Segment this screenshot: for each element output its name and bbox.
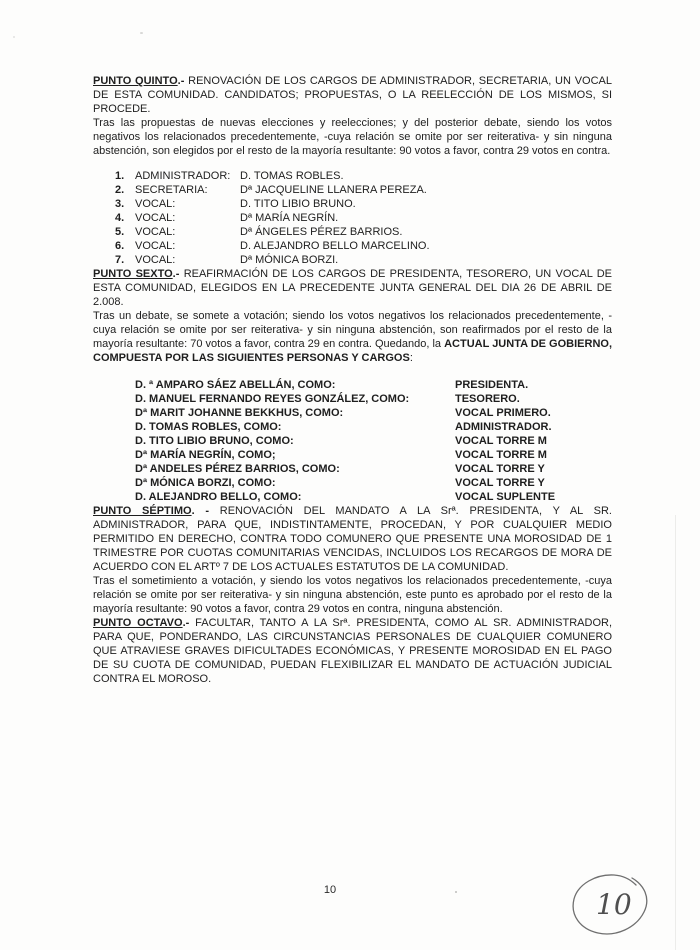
list-item	[135, 476, 612, 490]
scan-edge-line	[675, 515, 676, 950]
paragraph-punto-quinto: Tras las propuestas de nuevas elecciones y reelecciones; y del posterior debate, siendo los votos negativos los relacionados precedentemente, -cuya relación se omite por ser reiterativa- y sin ninguna abstención, son elegidos por el resto de la mayoría resultante: 90 votos a favor, contra 29 votos en contra.	[93, 117, 612, 157]
list-item	[135, 490, 612, 504]
member-position: VOCAL SUPLENTE	[455, 491, 556, 503]
section-heading-punto-septimo	[93, 504, 612, 574]
member-name: D. ALEJANDRO BELLO, COMO:	[135, 491, 302, 503]
paragraph-tail: :	[409, 352, 413, 364]
list-item	[135, 378, 612, 392]
list-item	[115, 183, 612, 197]
item-number: 4.	[115, 212, 125, 224]
item-number: 5.	[115, 226, 125, 238]
item-number: 3.	[115, 198, 125, 210]
list-item	[135, 420, 612, 434]
member-position: PRESIDENTA.	[455, 379, 529, 391]
member-name: Dª ANDELES PÉREZ BARRIOS, COMO:	[135, 463, 340, 475]
page-number: 10	[323, 884, 337, 896]
heading-title: PUNTO OCTAVO	[93, 617, 183, 629]
heading-text: RENOVACIÓN DE LOS CARGOS DE ADMINISTRADOR, SECRETARIA, UN VOCAL DE ESTA COMUNIDAD. CANDIDATOS; PROPUESTAS, O LA REELECCIÓN DE LOS MISMOS, SI PROCEDE.	[93, 75, 612, 115]
item-name: Dª JACQUELINE LLANERA PEREZA.	[240, 184, 427, 196]
list-item	[115, 225, 612, 239]
item-number: 6.	[115, 240, 125, 252]
heading-text: FACULTAR, TANTO A LA Srª. PRESIDENTA, COMO AL SR. ADMINISTRADOR, PARA QUE, PONDERANDO, LAS CIRCUNSTANCIAS PERSONALES DE CUALQUIER COMUNERO QUE ATRAVIESE GRAVES DIFICULTADES ECONÓMICAS, Y PRESENTE MOROSIDAD EN EL PAGO DE SU CUOTA DE COMUNIDAD, PUEDAN FLEXIBILIZAR EL MANDATO DE ACTUACIÓN JUDICIAL CONTRA EL MOROSO.	[93, 617, 613, 685]
member-name: Dª MARIT JOHANNE BEKKHUS, COMO:	[135, 407, 344, 419]
member-name: D. MANUEL FERNANDO REYES GONZÁLEZ, COMO:	[135, 393, 410, 405]
member-name: D. ª AMPARO SÁEZ ABELLÁN, COMO:	[135, 379, 336, 391]
member-position: VOCAL PRIMERO.	[455, 407, 551, 419]
heading-separator: .-	[177, 75, 185, 87]
item-name: Dª ÁNGELES PÉREZ BARRIOS.	[240, 226, 403, 238]
member-position: ADMINISTRADOR.	[455, 421, 552, 433]
member-position: VOCAL TORRE M	[455, 449, 547, 461]
paragraph-punto-septimo: Tras el sometimiento a votación, y siendo los votos negativos los relacionados precedentemente, -cuya relación se omite por ser reiterativa- y sin ninguna abstención, este punto es aprobado por el resto de la mayoría resultante: 90 votos a favor, contra 29 votos en contra, ninguna abstención.	[93, 575, 612, 615]
member-position: TESORERO.	[455, 393, 520, 405]
junta-de-gobierno-list	[93, 378, 612, 504]
member-name: Dª MÓNICA BORZI, COMO:	[135, 477, 276, 489]
heading-title: PUNTO QUINTO	[93, 75, 178, 87]
heading-title: PUNTO SÉPTIMO	[93, 505, 192, 517]
item-name: Dª MARÍA NEGRÍN.	[240, 212, 339, 224]
list-item	[135, 462, 612, 476]
heading-separator: .-	[172, 268, 180, 280]
list-item	[135, 448, 612, 462]
item-role: VOCAL:	[135, 212, 176, 224]
list-item	[115, 169, 612, 183]
paragraph-punto-sexto	[93, 309, 612, 365]
item-name: D. TITO LIBIO BRUNO.	[240, 198, 356, 210]
list-item	[135, 434, 612, 448]
list-item	[135, 406, 612, 420]
section-heading-punto-quinto	[93, 74, 612, 116]
item-name: D. ALEJANDRO BELLO MARCELINO.	[240, 240, 430, 252]
member-position: VOCAL TORRE Y	[455, 463, 545, 475]
item-role: VOCAL:	[135, 198, 176, 210]
heading-title: PUNTO SEXTO	[93, 268, 173, 280]
list-item	[115, 197, 612, 211]
member-position: VOCAL TORRE M	[455, 435, 547, 447]
member-name: D. TITO LIBIO BRUNO, COMO:	[135, 435, 294, 447]
section-heading-punto-sexto	[93, 267, 612, 309]
item-role: VOCAL:	[135, 240, 176, 252]
paragraph-bold-text: ACTUAL JUNTA DE GOBIERNO, COMPUESTA POR LAS SIGUIENTES PERSONAS Y CARGOS	[93, 338, 612, 364]
item-role: ADMINISTRADOR:	[135, 170, 231, 182]
heading-separator: . -	[191, 505, 210, 517]
elected-officers-list	[93, 169, 612, 267]
item-number: 2.	[115, 184, 125, 196]
member-name: D. TOMAS ROBLES, COMO:	[135, 421, 282, 433]
list-item	[115, 239, 612, 253]
list-item	[115, 211, 612, 225]
handwritten-page-number: 10	[596, 888, 632, 921]
scan-speck	[455, 891, 457, 893]
item-number: 1.	[115, 170, 125, 182]
item-name: D. TOMAS ROBLES.	[240, 170, 344, 182]
list-item	[135, 392, 612, 406]
item-name: Dª MÓNICA BORZI.	[240, 254, 339, 266]
paragraph-text: Tras un debate, se somete a votación; siendo los votos negativos los relacionados precedentemente, -cuya relación se omite por ser reiterativa- y sin ninguna abstención, son reafirmados por el resto de la mayoría resultante: 70 votos a favor, contra 29 en contra. Quedando, la	[93, 310, 612, 350]
member-name: Dª MARÍA NEGRÍN, COMO;	[135, 449, 276, 461]
scan-speck	[13, 36, 15, 38]
item-role: SECRETARIA:	[135, 184, 208, 196]
heading-text: RENOVACIÓN DEL MANDATO A LA Srª. PRESIDENTA, Y AL SR. ADMINISTRADOR, PARA QUE, INDISTINTAMENTE, PROCEDAN, Y POR CUALQUIER MEDIO PERMITIDO EN DERECHO, CONTRA TODO COMUNERO QUE PRESENTE UNA MOROSIDAD DE 1 TRIMESTRE POR CUOTAS COMUNITARIAS VENCIDAS, INCLUIDOS LOS RECARGOS DE MORA DE ACUERDO CON EL ARTº 7 DE LOS ACTUALES ESTATUTOS DE LA COMUNIDAD.	[93, 505, 612, 573]
item-number: 7.	[115, 254, 125, 266]
scan-speck	[140, 32, 143, 34]
heading-text: REAFIRMACIÓN DE LOS CARGOS DE PRESIDENTA, TESORERO, UN VOCAL DE ESTA COMUNIDAD, ELEGIDOS EN LA PRECEDENTE JUNTA GENERAL DEL DIA 26 DE ABRIL DE 2.008.	[93, 268, 612, 308]
list-item	[115, 253, 612, 267]
member-position: VOCAL TORRE Y	[455, 477, 545, 489]
heading-separator: .-	[182, 617, 190, 629]
handwritten-circle-annotation	[566, 868, 658, 940]
item-role: VOCAL:	[135, 226, 176, 238]
item-role: VOCAL:	[135, 254, 176, 266]
document-body	[93, 74, 612, 686]
section-heading-punto-octavo	[93, 616, 612, 686]
